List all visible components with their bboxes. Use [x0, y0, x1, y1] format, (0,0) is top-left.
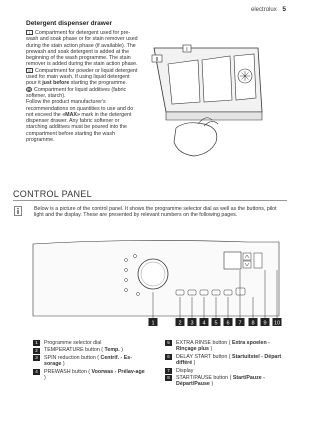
- callout-number: 8: [251, 320, 255, 327]
- callout-number: 3: [190, 320, 194, 327]
- legend-text: START/PAUSE button ( Start/Pauze - Départ/Pause ): [176, 375, 265, 388]
- callout-number: 7: [238, 320, 242, 327]
- legend-item: [33, 340, 146, 346]
- section-title: Detergent dispenser drawer: [26, 20, 112, 27]
- legend-left: [33, 340, 146, 382]
- temp-button-icon: [176, 290, 184, 295]
- callout-number: 6: [226, 320, 230, 327]
- drawer-description: [26, 30, 141, 143]
- additives-paragraph: ✿ Compartment for liquid additives (fabric softener, starch).: [26, 86, 127, 99]
- control-panel-title: CONTROL PANEL: [13, 189, 92, 199]
- prewash-paragraph: I Compartment for detergent used for pre-wash and soak phase or for stain remover used during the stain action phase (if available). The prewash and soak detergent is added at the beginning of the wash programme. The stain remover is added during the stain action phase.: [26, 30, 138, 68]
- legend-number: 7: [165, 368, 172, 374]
- legend-number: 8: [165, 375, 172, 381]
- label-compartment-i: I: [186, 47, 188, 53]
- legend-number: 4: [33, 369, 40, 375]
- legend-item: [33, 369, 146, 382]
- callout-number: 9: [263, 320, 267, 327]
- legend-text: TEMPERATURE button ( Temp. ): [44, 347, 124, 354]
- delay-button-icon: [224, 290, 232, 295]
- legend-right: [165, 340, 287, 389]
- divider: [13, 200, 287, 201]
- brand-name: electrolux: [251, 7, 277, 13]
- legend-number: 1: [33, 340, 40, 346]
- legend-text: DELAY START button ( Startuitstel - Départ différé ): [176, 353, 282, 367]
- legend-text: Display: [176, 367, 194, 374]
- mainwash-paragraph: II Compartment for powder or liquid detergent used for main wash. If using liquid detergent pour it just before starting the programme.: [26, 67, 138, 87]
- display-icon: [224, 252, 241, 269]
- mainwash-compartment-icon: II: [26, 68, 33, 73]
- dosage-paragraph: Follow the product manufacturer's recommendations on quantities to use and do not exceed the «MAX» mark in the detergent dispenser drawer. Any fabric softener or starching additives must be poured into the compartment before starting the wash programme.: [26, 99, 134, 144]
- callout-number: 5: [214, 320, 218, 327]
- legend-item: [33, 347, 146, 353]
- callout-number: 2: [178, 320, 182, 327]
- control-panel-intro: Below is a picture of the control panel. It shows the programme selector dial as well as the buttons, pilot light and the display. These are presented by relevant numbers on the following pages.: [34, 206, 277, 219]
- page-number: 5: [282, 6, 286, 13]
- legend-number: 5: [165, 340, 172, 346]
- legend-number: 2: [33, 348, 40, 354]
- legend-item: [33, 355, 146, 368]
- flower-compartment-icon: ✿: [27, 86, 31, 92]
- start-pause-button-icon: [236, 288, 245, 295]
- legend-item: [165, 340, 287, 353]
- rinse-button-icon: [212, 290, 220, 295]
- callout-number: 10: [273, 320, 281, 327]
- legend-number: 6: [165, 354, 172, 360]
- control-panel-illustration: [27, 240, 284, 328]
- label-compartment-ii: II: [155, 57, 159, 63]
- drawer-illustration: [146, 42, 266, 164]
- legend-text: Programme selector dial: [44, 340, 102, 346]
- legend-item: [165, 354, 287, 367]
- info-icon: [14, 206, 22, 216]
- legend-text: PREWASH button ( Voorwas - Prélav-age ): [44, 368, 145, 382]
- prewash-button-icon: [200, 290, 208, 295]
- programme-dial-icon: [138, 259, 168, 289]
- spin-button-icon: [188, 290, 196, 295]
- prewash-compartment-icon: I: [26, 30, 33, 35]
- page-header: [251, 6, 286, 13]
- legend-item: [165, 375, 287, 388]
- legend-text: EXTRA RINSE button ( Extra spoelen - Rinçage plus ): [176, 340, 270, 353]
- legend-text: SPIN reduction button ( Centrif. - Es-sorage ): [44, 354, 133, 368]
- callout-number: 4: [202, 320, 206, 327]
- legend-number: 3: [33, 355, 40, 361]
- callout-number: 1: [151, 320, 155, 327]
- legend-item: [165, 368, 287, 374]
